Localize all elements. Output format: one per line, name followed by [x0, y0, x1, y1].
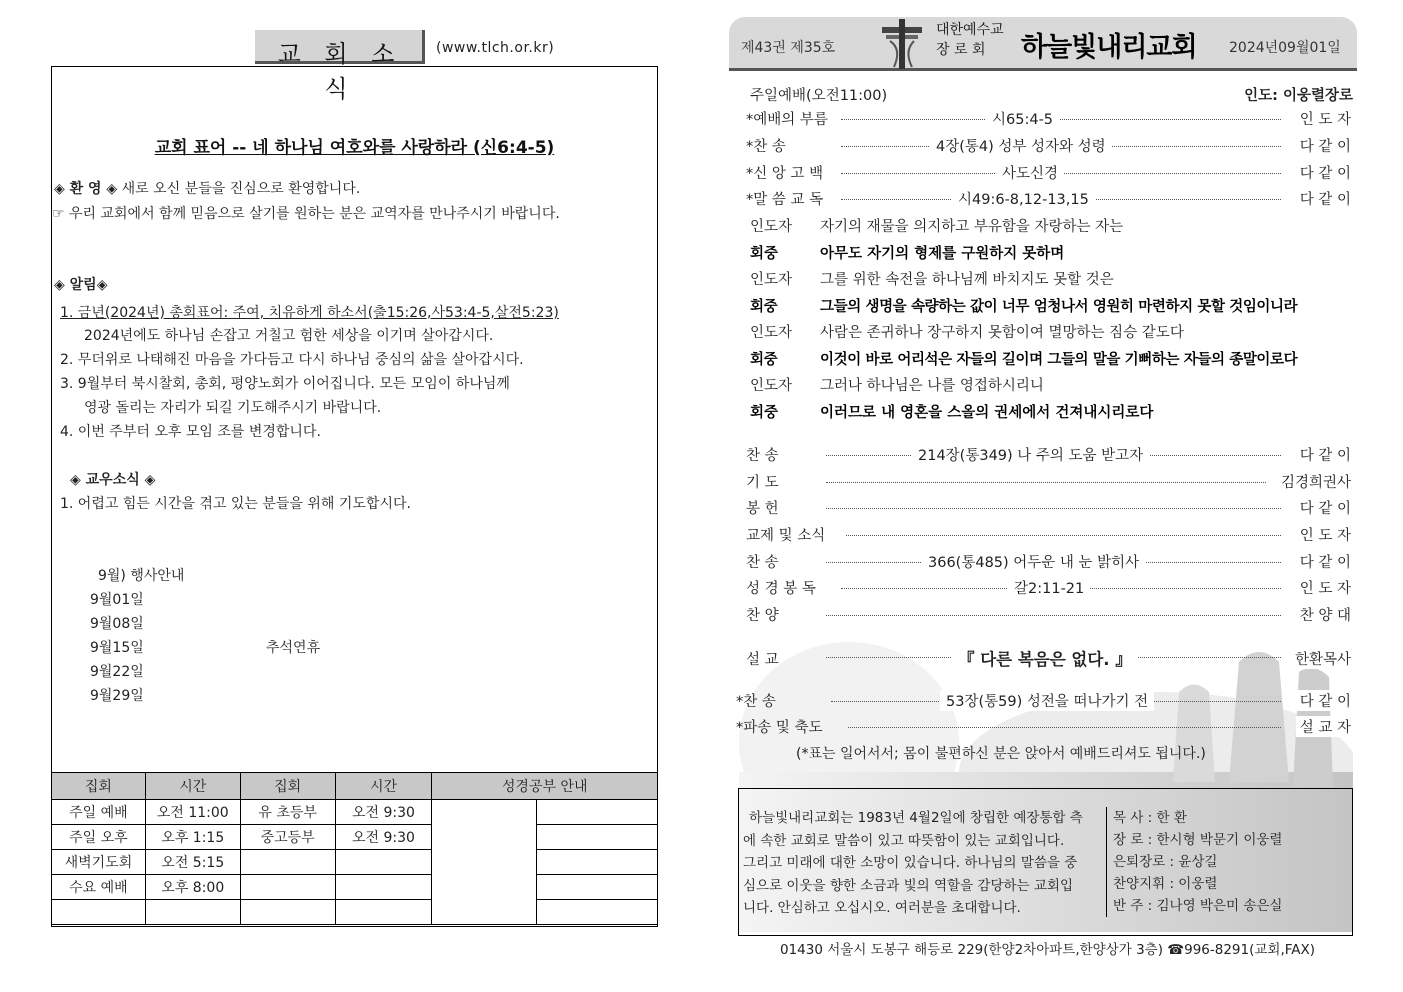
order-content: 시65:4-5	[986, 108, 1059, 129]
table-cell: 오전 11:00	[145, 800, 240, 825]
order-content: 사도신경	[996, 162, 1064, 183]
welcome-section	[54, 178, 360, 198]
bulletin-date: 2024년09월01일	[1229, 40, 1341, 56]
order-row	[746, 108, 1351, 130]
order-row	[736, 690, 1351, 712]
event-date: 9월29일	[90, 688, 144, 704]
order-row	[746, 471, 1351, 493]
sermon-title: 『 다른 복음은 없다. 』	[952, 646, 1138, 670]
notice-item-4: 4. 이번 주부터 오후 모임 조를 변경합니다.	[60, 424, 321, 440]
church-motto: 교회 표어 -- 네 하나님 여호와를 사랑하라 (신6:4-5)	[154, 138, 555, 158]
order-role: 다 같 이	[1296, 188, 1351, 209]
table-cell: 오전 9:30	[335, 825, 432, 850]
order-label: 찬 양	[746, 608, 779, 624]
order-role: 다 같 이	[1296, 135, 1351, 156]
order-role: 다 같 이	[1296, 162, 1351, 183]
order-label: 봉 헌	[746, 501, 779, 517]
church-name: 하늘빛내리교회	[1021, 32, 1197, 63]
table-cell: 오후 1:15	[145, 825, 240, 850]
news-title-tab	[255, 30, 430, 103]
church-about	[739, 807, 1106, 920]
order-label: *파송 및 축도	[736, 720, 823, 736]
event-date: 9월08일	[90, 616, 144, 632]
table-cell	[240, 875, 335, 900]
table-header-row	[52, 773, 658, 800]
order-content: 366(통485) 어두운 내 눈 밝히사	[922, 551, 1145, 572]
table-row	[52, 800, 658, 825]
event-desc: 추석연휴	[266, 640, 321, 656]
order-role: 설 교 자	[1296, 716, 1351, 737]
order-row	[736, 716, 1351, 738]
order-label: 설 교	[746, 652, 779, 668]
notice-item-1-cont: 2024년에도 하나님 손잡고 거칠고 험한 세상을 이기며 살아갑시다.	[84, 328, 494, 344]
order-content: 4장(통4) 성부 성자와 성령	[930, 135, 1112, 156]
table-cell: 수요 예배	[52, 875, 146, 900]
speaker: 인도자	[750, 219, 793, 235]
about-line: 그리고 미래에 대한 소망이 있습니다. 하나님의 말씀을 중	[743, 855, 1078, 871]
table-cell: 오전 5:15	[145, 850, 240, 875]
reading-text: 그들의 생명을 속량하는 값이 너무 엄청나서 영원히 마련하지 못할 것임이니라	[820, 299, 1298, 315]
table-cell: 오전 9:30	[335, 800, 432, 825]
order-role: 찬 양 대	[1296, 604, 1351, 625]
order-row	[746, 497, 1351, 519]
order-row	[746, 188, 1351, 210]
order-role: 김경희권사	[1277, 471, 1351, 492]
order-row	[746, 524, 1351, 546]
table-cell	[335, 875, 432, 900]
speaker: 회중	[750, 352, 778, 368]
order-row	[746, 551, 1351, 573]
staff-line: 목 사 : 한 환	[1113, 810, 1187, 826]
table-cell	[537, 900, 658, 925]
table-cell	[537, 825, 658, 850]
table-cell: 주일 예배	[52, 800, 146, 825]
notice-heading: ◈ 알림◈	[54, 277, 108, 293]
dotted-leader	[846, 535, 1281, 536]
order-label: *예배의 부름	[746, 112, 828, 128]
order-content: 갈2:11-21	[1008, 577, 1090, 598]
info-divider	[1106, 807, 1107, 917]
order-label: 성 경 봉 독	[746, 581, 816, 597]
table-cell: 중고등부	[240, 825, 335, 850]
table-cell	[537, 800, 658, 825]
denomination-line: 대한예수교	[936, 22, 1004, 38]
reading-text: 이러므로 내 영혼을 스올의 권세에서 건져내시리로다	[820, 405, 1154, 421]
dotted-leader	[826, 482, 1266, 483]
table-header: 시간	[145, 773, 240, 800]
table-cell	[240, 850, 335, 875]
table-cell: 오후 8:00	[145, 875, 240, 900]
volume-number: 제43권 제35호	[741, 40, 836, 56]
table-header: 시간	[335, 773, 432, 800]
order-row	[746, 577, 1351, 599]
notice-item-2: 2. 무더위로 나태해진 마음을 가다듬고 다시 하나님 중심의 삶을 살아갑시다.	[60, 352, 524, 368]
order-label: 기 도	[746, 475, 779, 491]
reading-text: 이것이 바로 어리석은 자들의 길이며 그들의 말을 기뻐하는 자들의 종말이로다	[820, 352, 1298, 368]
about-line: 에 속한 교회로 말씀이 있고 따뜻함이 있는 교회입니다.	[743, 832, 1065, 849]
welcome-note: ☞ 우리 교회에서 함께 믿음으로 살기를 원하는 분은 교역자를 만나주시기 바랍니다.	[52, 206, 560, 222]
about-line: 심으로 이웃을 향한 소금과 빛의 역할을 감당하는 교회입	[743, 877, 1073, 894]
members-item-1: 1. 어렵고 힘든 시간을 겪고 있는 분들을 위해 기도합시다.	[60, 496, 411, 512]
speaker: 회중	[750, 299, 778, 315]
church-website-url: (www.tlch.or.kr)	[436, 40, 555, 56]
table-header: 성경공부 안내	[432, 773, 658, 800]
table-cell	[52, 900, 146, 925]
order-role: 다 같 이	[1296, 551, 1351, 572]
order-label: *말 씀 교 독	[746, 192, 824, 208]
service-leader: 인도: 이웅렬장로	[1240, 84, 1353, 105]
welcome-heading: ◈ 환 영 ◈	[54, 181, 118, 197]
about-line: 하늘빛내리교회는 1983년 4월2일에 창립한 예장통합 측	[749, 810, 1083, 826]
table-cell	[240, 900, 335, 925]
order-label: *찬 송	[736, 694, 776, 710]
denomination	[936, 20, 1004, 60]
order-row	[746, 444, 1351, 466]
table-cell	[537, 875, 658, 900]
events-heading: 9월) 행사안내	[98, 568, 185, 584]
notice-item-3: 3. 9월부터 북시찰회, 총회, 평양노회가 이어집니다. 모든 모임이 하나님께	[60, 376, 510, 392]
church-address: 01430 서울시 도봉구 해등로 229(한양2차아파트,한양상가 3층) ☎996-8291(교회,FAX)	[780, 942, 1316, 958]
order-label: 교제 및 소식	[746, 528, 826, 544]
bulletin-header	[729, 17, 1357, 71]
order-row	[746, 604, 1351, 626]
notice-item-1: 1. 금년(2024년) 총회표어: 주여, 치유하게 하소서(출15:26,사53:4-5,살전5:23)	[60, 305, 559, 321]
order-content: 53장(통59) 성전을 떠나가기 전	[940, 690, 1154, 711]
order-row	[746, 162, 1351, 184]
reading-text: 사람은 존귀하나 장구하지 못함이여 멸망하는 짐승 같도다	[820, 325, 1184, 341]
dotted-leader	[826, 615, 1281, 616]
event-date: 9월22일	[90, 664, 144, 680]
table-header: 집회	[52, 773, 146, 800]
order-role: 인 도 자	[1296, 524, 1351, 545]
order-role: 다 같 이	[1296, 444, 1351, 465]
dotted-leader	[841, 119, 1281, 120]
table-cell	[335, 850, 432, 875]
order-role: 인 도 자	[1296, 577, 1351, 598]
service-title-row	[750, 84, 1353, 106]
bible-study-cell	[432, 800, 537, 925]
reading-text: 아무도 자기의 형제를 구원하지 못하며	[820, 246, 1065, 262]
table-cell	[335, 900, 432, 925]
church-info-box	[738, 788, 1353, 936]
about-line: 니다. 안심하고 오십시오. 여러분을 초대합니다.	[743, 900, 1021, 916]
order-content: 214장(통349) 나 주의 도움 받고자	[912, 444, 1149, 465]
table-row	[52, 900, 658, 925]
meeting-schedule-table	[51, 772, 658, 925]
reading-text: 자기의 재물을 의지하고 부유함을 자랑하는 자는	[820, 219, 1124, 235]
table-header: 집회	[240, 773, 335, 800]
reading-text: 그를 위한 속전을 하나님께 바치지도 못할 것은	[820, 272, 1114, 288]
order-label: *신 앙 고 백	[746, 166, 824, 182]
table-row	[52, 850, 658, 875]
speaker: 회중	[750, 246, 779, 262]
speaker: 인도자	[750, 325, 793, 341]
members-heading: ◈ 교우소식 ◈	[70, 472, 156, 488]
preacher: 한환목사	[1291, 648, 1351, 669]
news-panel	[51, 66, 658, 927]
sermon-row	[746, 646, 1351, 672]
event-date: 9월01일	[90, 592, 144, 608]
reading-text: 그러나 하나님은 나를 영접하시리니	[820, 378, 1044, 394]
order-label: 찬 송	[746, 448, 779, 464]
order-label: *찬 송	[746, 139, 786, 155]
service-title: 주일예배(오전11:00)	[750, 88, 888, 104]
order-role: 다 같 이	[1296, 690, 1351, 711]
dotted-leader	[848, 727, 1281, 728]
speaker: 인도자	[750, 272, 793, 288]
table-cell: 주일 오후	[52, 825, 146, 850]
order-label: 찬 송	[746, 555, 779, 571]
notice-item-3-cont: 영광 돌리는 자리가 되길 기도해주시기 바랍니다.	[84, 400, 382, 416]
order-row	[746, 135, 1351, 157]
news-title: 교 회 소 식	[277, 40, 403, 103]
order-content: 시49:6-8,12-13,15	[952, 188, 1095, 209]
standing-footnote: (*표는 일어서서; 몸이 불편하신 분은 앉아서 예배드리셔도 됩니다.)	[796, 746, 1206, 762]
table-cell: 유 초등부	[240, 800, 335, 825]
table-cell: 새벽기도회	[52, 850, 146, 875]
staff-line: 은퇴장로 : 윤상길	[1113, 854, 1218, 870]
church-staff	[1113, 807, 1282, 917]
staff-line: 장 로 : 한시형 박문기 이웅렬	[1113, 832, 1283, 848]
staff-line: 반 주 : 김나영 박은미 송은실	[1113, 898, 1283, 914]
table-row	[52, 875, 658, 900]
welcome-text: 새로 오신 분들을 진심으로 환영합니다.	[121, 181, 361, 197]
order-role: 인 도 자	[1296, 108, 1351, 129]
table-row	[52, 825, 658, 850]
dotted-leader	[826, 508, 1281, 509]
cross-logo-icon	[882, 19, 922, 69]
event-date: 9월15일	[90, 640, 144, 656]
speaker: 회중	[750, 405, 779, 421]
order-role: 다 같 이	[1296, 497, 1351, 518]
table-cell	[145, 900, 240, 925]
denomination-line: 장 로 회	[936, 42, 986, 58]
staff-line: 찬양지휘 : 이웅렬	[1113, 876, 1218, 892]
speaker: 인도자	[750, 378, 793, 394]
table-cell	[537, 850, 658, 875]
